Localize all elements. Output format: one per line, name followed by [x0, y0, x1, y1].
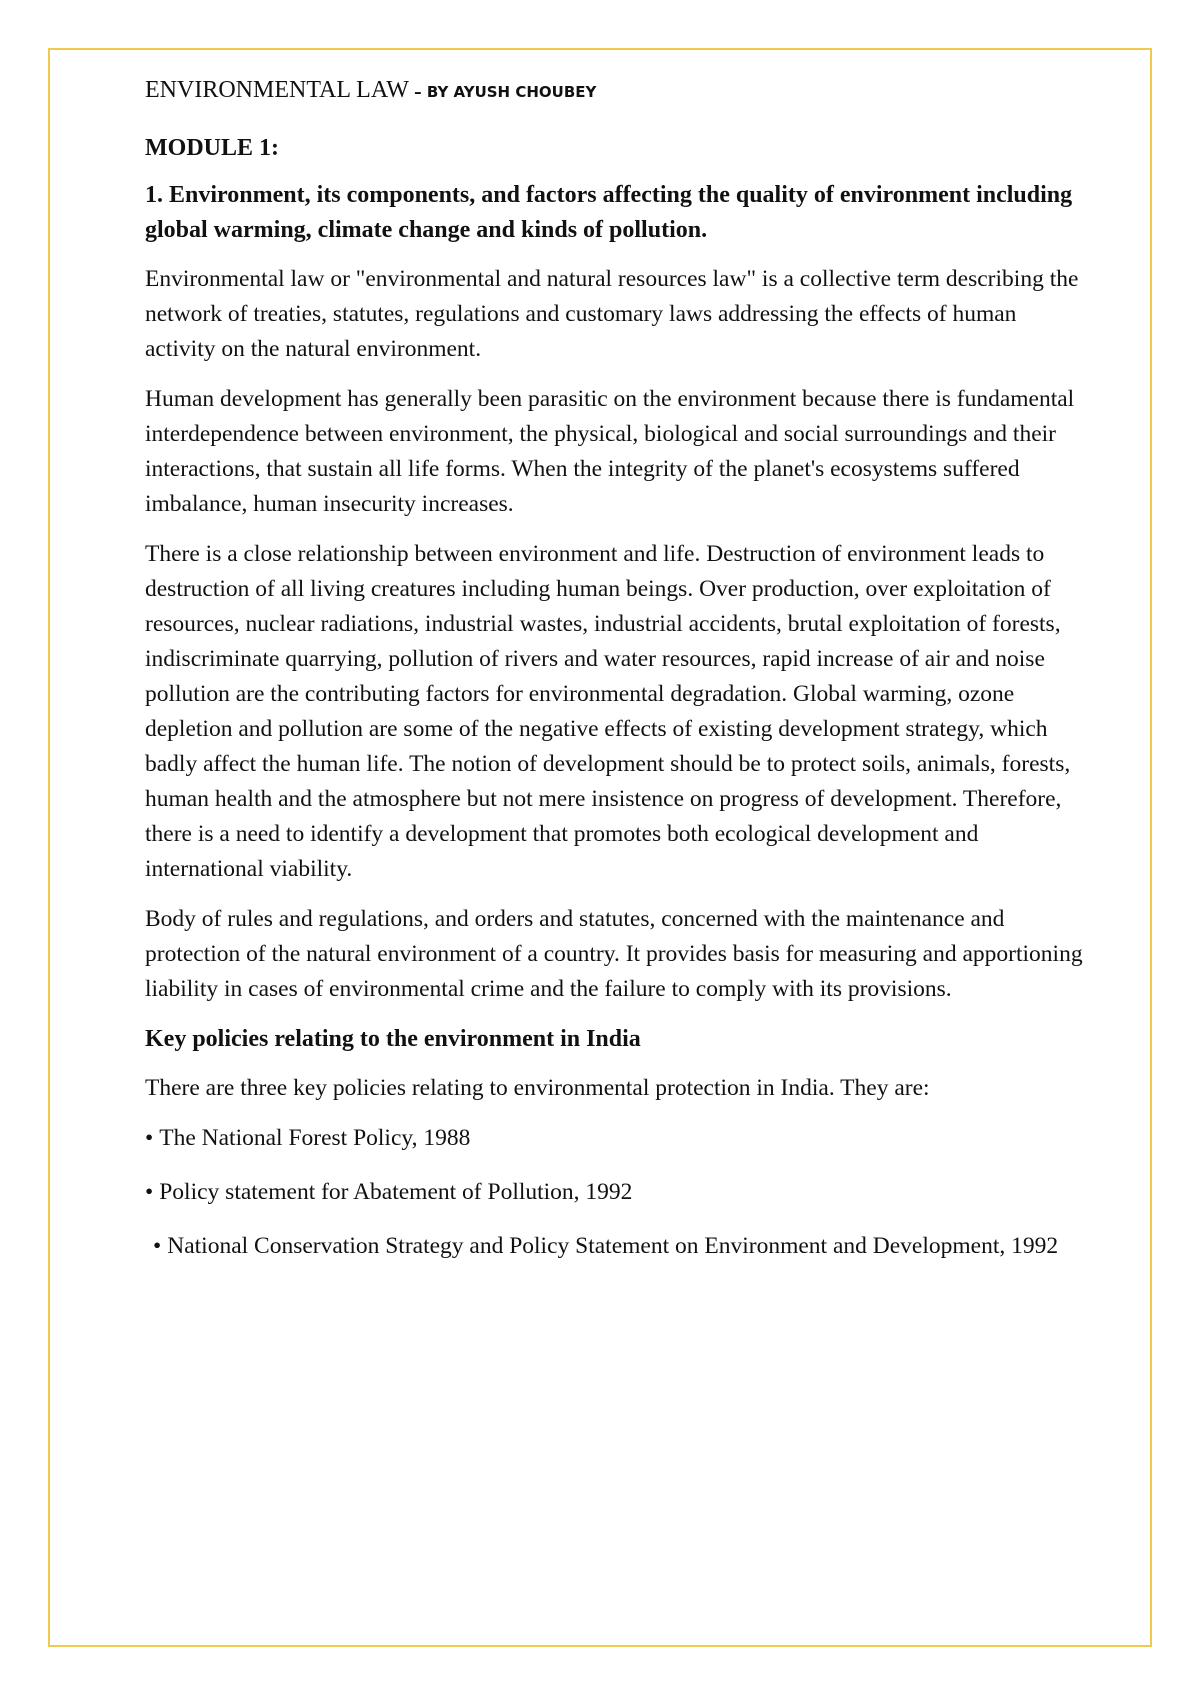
document-author: BY AYUSH CHOUBEY: [426, 83, 597, 101]
list-item-text: National Conservation Strategy and Policy Statement on Environment and Development, 1992: [167, 1233, 1059, 1259]
module-label: MODULE 1:: [145, 135, 279, 161]
list-item: [145, 1121, 1085, 1156]
paragraph: There is a close relationship between environment and life. Destruction of environment leads to destruction of all living creatures including human beings. Over production, over exploitation of resources, nuclear radiations, industrial wastes, industrial accidents, brutal exploitation of forests, indiscriminate quarrying, pollution of rivers and water resources, rapid increase of air and noise pollution are the contributing factors for environmental degradation. Global warming, ozone depletion and pollution are some of the negative effects of existing development strategy, which badly affect the human life. The notion of development should be to protect soils, animals, forests, human health and the atmosphere but not mere insistence on progress of development. Therefore, there is a need to identify a development that promotes both ecological development and international viability.: [145, 541, 1071, 882]
paragraph: Environmental law or "environmental and natural resources law" is a collective term describing the network of treaties, statutes, regulations and customary laws addressing the effects of human activity on the natural environment.: [145, 266, 1079, 362]
list-item: [145, 1175, 1085, 1210]
list-item: [145, 1229, 1085, 1264]
key-policies-heading: Key policies relating to the environment in India: [145, 1026, 641, 1052]
list-item-text: The National Forest Policy, 1988: [159, 1125, 471, 1151]
paragraph: Body of rules and regulations, and orders and statutes, concerned with the maintenance and protection of the natural environment of a country. It provides basis for measuring and apportioning liability in cases of environmental crime and the failure to comply with its provisions.: [145, 906, 1083, 1002]
paragraph: Human development has generally been parasitic on the environment because there is fundamental interdependence between environment, the physical, biological and social surroundings and their interactions, that sustain all life forms. When the integrity of the planet's ecosystems suffered imbalance, human insecurity increases.: [145, 386, 1075, 517]
bullet-icon: •: [145, 1179, 154, 1205]
section-heading: 1. Environment, its components, and factors affecting the quality of environment including global warming, climate change and kinds of pollution.: [145, 182, 1073, 243]
header-separator: –: [408, 83, 427, 101]
document-header: [145, 72, 1085, 110]
key-policies-intro: There are three key policies relating to environmental protection in India. They are:: [145, 1075, 930, 1101]
list-item-text: Policy statement for Abatement of Pollution, 1992: [159, 1179, 633, 1205]
document-title: ENVIRONMENTAL LAW: [145, 77, 409, 103]
bullet-icon: •: [153, 1233, 162, 1259]
policy-list: [145, 1121, 1085, 1264]
bullet-icon: •: [145, 1125, 154, 1151]
document-body: [145, 72, 1085, 1283]
